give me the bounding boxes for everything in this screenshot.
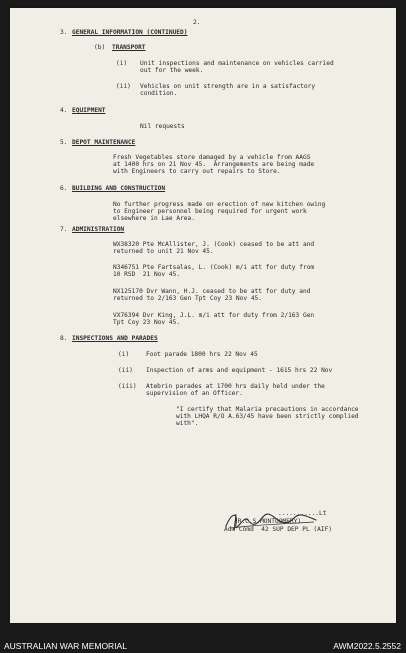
admin-entry-line: VX76394 Dvr King, J.L. m/i att for duty from 2/163 Gen (113, 312, 315, 319)
admin-entry-line: N346751 Pte Fartsalas, L. (Cook) m/i att for duty from (113, 264, 315, 271)
section-8-item-marker: (iii) (118, 383, 137, 390)
admin-entry-line: returned to unit 21 Nov 45. (113, 248, 214, 255)
section-5-line: at 1400 hrs on 21 Nov 45. Arrangements are being made (113, 161, 315, 168)
section-3-item-line: out for the week. (140, 67, 204, 74)
signatory-name: (R.C.S.MONTGOMERY) (234, 518, 302, 525)
section-3-item-marker: (i) (116, 60, 128, 67)
document-page (10, 8, 396, 623)
certify-line: with LHQA R/O A.63/45 have been strictly complied (176, 413, 359, 420)
section-5-heading: DEPOT MAINTENANCE (72, 139, 136, 146)
section-3-number: 3. (60, 29, 68, 36)
section-3b-heading: TRANSPORT (112, 44, 146, 51)
section-8-item-line: Atebrin parades at 1700 hrs daily held under the (146, 383, 325, 390)
section-3-item-marker: (ii) (116, 83, 131, 90)
section-8-item-line: Foot parade 1800 hrs 22 Nov 45 (146, 351, 258, 358)
section-4-heading: EQUIPMENT (72, 107, 106, 114)
section-5-line: with Engineers to carry out repairs to Store. (113, 168, 281, 175)
admin-entry-line: Tpt Coy 23 Nov 45. (113, 319, 181, 326)
page-number: 2. (193, 19, 201, 26)
section-4-number: 4. (60, 107, 68, 114)
section-3-heading: GENERAL INFORMATION (CONTINUED) (72, 29, 188, 36)
signature-dots-rank: ...........Lt (278, 510, 327, 517)
footer-reference: AWM2022.5.2552 (333, 641, 401, 651)
admin-entry-line: NX125170 Dvr Wann, H.J. ceased to be att for duty and (113, 288, 311, 295)
admin-entry-line: WX38320 Pte McAllister, J. (Cook) ceased to be att and (113, 241, 315, 248)
signatory-title: Adm Comd 42 SUP DEP PL (AIF) (224, 526, 333, 533)
archive-footer (0, 640, 406, 653)
section-6-line: No further progress made on erection of new kitchen owing (113, 201, 326, 208)
section-8-item-marker: (ii) (118, 367, 133, 374)
section-6-number: 6. (60, 185, 68, 192)
section-7-number: 7. (60, 226, 68, 233)
section-8-item-line: Inspection of arms and equipment - 1615 hrs 22 Nov (146, 367, 333, 374)
section-6-line: to Engineer personnel being required for urgent work (113, 208, 307, 215)
section-5-number: 5. (60, 139, 68, 146)
admin-entry-line: returned to 2/163 Gen Tpt Coy 23 Nov 45. (113, 295, 263, 302)
section-3-item-line: condition. (140, 90, 178, 97)
section-3-item-line: Unit inspections and maintenance on vehicles carried (140, 60, 334, 67)
section-8-heading: INSPECTIONS AND PARADES (72, 335, 158, 342)
section-7-heading: ADMINISTRATION (72, 226, 125, 233)
section-4-line: Nil requests (140, 123, 185, 130)
admin-entry-line: 10 RSD 21 Nov 45. (113, 271, 181, 278)
section-3-item-line: Vehicles on unit strength are in a satisfactory (140, 83, 316, 90)
section-8-item-line: supervision of an Officer. (146, 390, 243, 397)
certify-line: with". (176, 420, 199, 427)
footer-institution: AUSTRALIAN WAR MEMORIAL (4, 641, 127, 651)
section-5-line: Fresh Vegetables store damaged by a vehicle from AAGS (113, 154, 311, 161)
certify-line: "I certify that Malaria precautions in accordance (176, 406, 359, 413)
section-8-item-marker: (i) (118, 351, 130, 358)
section-6-line: elsewhere in Lae Area. (113, 215, 195, 222)
section-6-heading: BUILDING AND CONSTRUCTION (72, 185, 166, 192)
section-8-number: 8. (60, 335, 68, 342)
section-3b-label: (b) (94, 44, 106, 51)
